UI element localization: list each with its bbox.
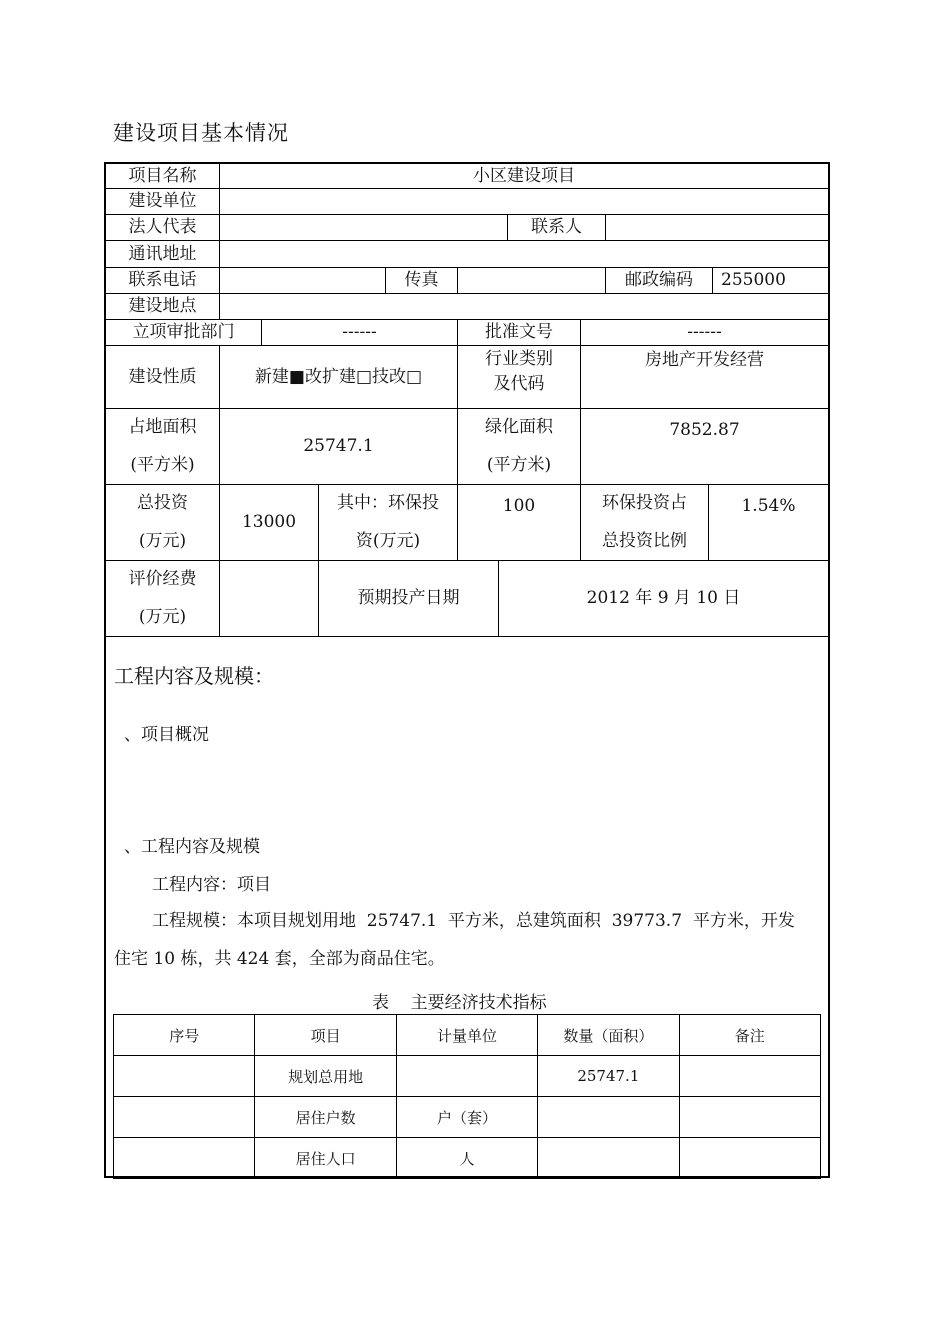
- table-cell: [538, 1138, 679, 1179]
- project-name-label: 项目名称: [128, 165, 197, 186]
- table-cell: 居住人口: [255, 1138, 396, 1179]
- project-name-value: 小区建设项目: [473, 165, 575, 186]
- legal-rep-label: 法人代表: [128, 217, 197, 238]
- table-cell: [679, 1097, 820, 1138]
- header-unit: 计量单位: [396, 1015, 537, 1056]
- content-line: 工程内容：项目: [152, 875, 271, 895]
- eval-cost-label: [106, 561, 219, 636]
- env-investment-value: 100: [502, 496, 536, 516]
- green-area-label-line1: 绿化面积: [485, 417, 553, 438]
- nature-value: 新建■改扩建□技改□: [254, 366, 423, 387]
- table-cell: [538, 1097, 679, 1138]
- investment-value: 13000: [241, 512, 297, 533]
- content-title: 工程内容及规模：: [114, 664, 274, 688]
- env-investment-label-line2: 资(万元): [355, 530, 421, 551]
- nature-label: 建设性质: [128, 366, 197, 387]
- approval-dept-label: 立项审批部门: [132, 322, 235, 343]
- phone-label: 联系电话: [128, 270, 197, 291]
- table-caption: 表 主要经济技术指标: [372, 993, 547, 1013]
- industry-label-line2: 及代码: [493, 373, 545, 394]
- env-ratio-label-line2: 总投资比例: [602, 530, 687, 551]
- section-scope: 、工程内容及规模: [124, 837, 260, 857]
- table-cell: 户（套）: [396, 1097, 537, 1138]
- table-row: [114, 1056, 821, 1097]
- postcode-label: 邮政编码: [625, 270, 693, 291]
- table-cell: [114, 1138, 255, 1179]
- header-index: 序号: [114, 1015, 255, 1056]
- address-label: 通讯地址: [128, 243, 197, 264]
- table-cell: [679, 1056, 820, 1097]
- postcode-value: 255000: [721, 270, 786, 291]
- builder-label: 建设单位: [128, 191, 197, 212]
- table-cell: 25747.1: [538, 1056, 679, 1097]
- investment-label-line2: (万元): [138, 530, 187, 551]
- green-area-label: [458, 409, 580, 484]
- table-cell: [114, 1056, 255, 1097]
- header-remark: 备注: [679, 1015, 820, 1056]
- table-row: [114, 1097, 821, 1138]
- contact-label: 联系人: [531, 217, 582, 238]
- header-quantity: 数量（面积）: [538, 1015, 679, 1056]
- table-cell: 居住户数: [255, 1097, 396, 1138]
- site-label: 建设地点: [128, 296, 197, 317]
- eval-cost-label-line1: 评价经费: [128, 569, 197, 590]
- table-cell: [679, 1138, 820, 1179]
- investment-label: [106, 485, 219, 560]
- green-area-label-line2: (平方米): [486, 454, 552, 475]
- page-heading: 建设项目基本情况: [113, 121, 289, 145]
- table-cell: [396, 1056, 537, 1097]
- industry-label: [458, 347, 580, 407]
- env-ratio-label: [581, 485, 708, 560]
- approval-no-label: 批准文号: [485, 322, 553, 343]
- header-item: 项目: [255, 1015, 396, 1056]
- land-area-label-line2: (平方米): [130, 454, 195, 475]
- section-overview: 、项目概况: [124, 725, 209, 745]
- industry-label-line1: 行业类别: [485, 349, 553, 369]
- fax-label: 传真: [404, 270, 439, 291]
- table-cell: [114, 1097, 255, 1138]
- land-area-label-line1: 占地面积: [128, 417, 197, 438]
- approval-dept-value: ------: [342, 322, 377, 343]
- env-investment-label-line1: 其中：环保投: [337, 493, 439, 514]
- land-area-value: 25747.1: [303, 436, 374, 457]
- table-cell: 规划总用地: [255, 1056, 396, 1097]
- env-ratio-value: 1.54%: [741, 496, 796, 516]
- indicator-table: [113, 1014, 821, 1179]
- production-date-label: 预期投产日期: [357, 588, 460, 609]
- eval-cost-label-line2: (万元): [138, 606, 187, 627]
- table-cell: 人: [396, 1138, 537, 1179]
- env-investment-label: [319, 485, 457, 560]
- project-info-form: [104, 162, 830, 1178]
- env-ratio-label-line1: 环保投资占: [602, 493, 687, 514]
- industry-value: 房地产开发经营: [645, 350, 764, 370]
- scale-line-1: 工程规模：本项目规划用地 25747.1 平方米，总建筑面积 39773.7 平方米，开发: [152, 911, 795, 931]
- green-area-value: 7852.87: [669, 420, 740, 440]
- table-header-row: [114, 1015, 821, 1056]
- table-row: [114, 1138, 821, 1179]
- production-date-value: 2012 年 9 月 10 日: [586, 588, 741, 609]
- land-area-label: [106, 409, 219, 484]
- investment-label-line1: 总投资: [137, 493, 188, 514]
- approval-no-value: ------: [687, 322, 722, 343]
- scale-line-2: 住宅 10 栋，共 424 套，全部为商品住宅。: [114, 949, 445, 969]
